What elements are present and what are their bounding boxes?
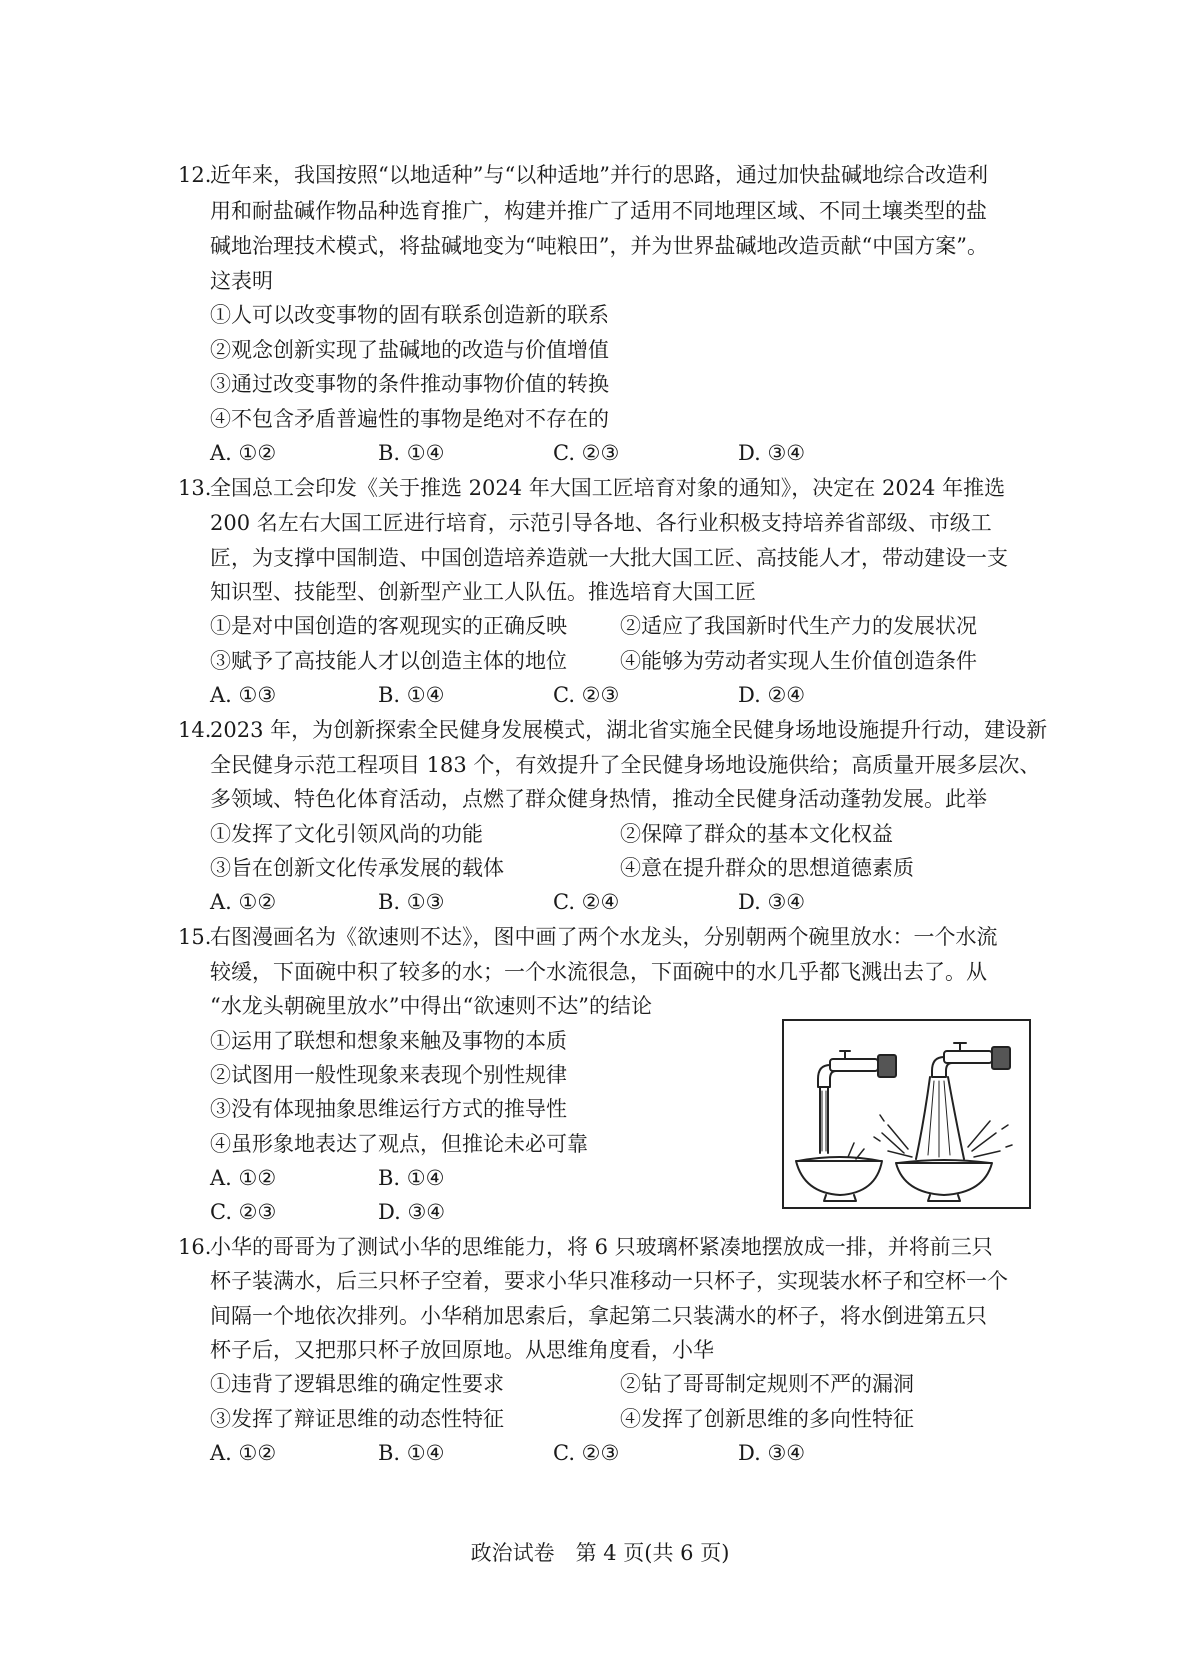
question-stem-line: 右图漫画名为《欲速则不达》，图中画了两个水龙头，分别朝两个碗里放水：一个水流 — [210, 925, 998, 949]
answer-option-b[interactable]: B. ①④ — [378, 441, 445, 465]
statement-item: ③通过改变事物的条件推动事物价值的转换 — [210, 372, 609, 396]
question-stem-line: 全国总工会印发《关于推选 2024 年大国工匠培育对象的通知》，决定在 2024 年推选 — [210, 476, 1006, 500]
statement-item: ②试图用一般性现象来表现个别性规律 — [210, 1063, 567, 1087]
answer-option-d[interactable]: D. ③④ — [738, 441, 806, 465]
cartoon-faucets-illustration — [782, 1019, 1031, 1209]
answer-option-c[interactable]: C. ②④ — [553, 890, 620, 914]
question-number: 12. — [178, 163, 212, 187]
statement-item: ①是对中国创造的客观现实的正确反映 — [210, 614, 567, 638]
statement-item: ④意在提升群众的思想道德素质 — [620, 856, 914, 880]
answer-option-a[interactable]: A. ①③ — [210, 683, 277, 707]
statement-item: ③发挥了辩证思维的动态性特征 — [210, 1407, 504, 1431]
question-stem-line: 杯子装满水，后三只杯子空着，要求小华只准移动一只杯子，实现装水杯子和空杯一个 — [210, 1269, 1008, 1293]
question-stem-line: 较缓，下面碗中积了较多的水；一个水流很急，下面碗中的水几乎都飞溅出去了。从 — [210, 960, 987, 984]
statement-item: ①人可以改变事物的固有联系创造新的联系 — [210, 303, 609, 327]
question-stem-line: “水龙头朝碗里放水”中得出“欲速则不达”的结论 — [210, 994, 652, 1018]
answer-option-d[interactable]: D. ③④ — [738, 1441, 806, 1465]
faucet-cartoon-drawing — [784, 1021, 1029, 1207]
answer-option-a[interactable]: A. ①② — [210, 1166, 277, 1190]
statement-item: ④虽形象地表达了观点，但推论未必可靠 — [210, 1132, 588, 1156]
answer-option-a[interactable]: A. ①② — [210, 441, 277, 465]
statement-item: ③没有体现抽象思维运行方式的推导性 — [210, 1097, 567, 1121]
question-stem-line: 2023 年，为创新探索全民健身发展模式，湖北省实施全民健身场地设施提升行动，建设新 — [210, 718, 1048, 742]
answer-option-c[interactable]: C. ②③ — [553, 441, 620, 465]
question-number: 16. — [178, 1235, 212, 1259]
answer-option-a[interactable]: A. ①② — [210, 1441, 277, 1465]
question-number: 14. — [178, 718, 212, 742]
question-stem-line: 碱地治理技术模式，将盐碱地变为“吨粮田”，并为世界盐碱地改造贡献“中国方案”。 — [210, 234, 988, 258]
answer-option-a[interactable]: A. ①② — [210, 890, 277, 914]
answer-option-c[interactable]: C. ②③ — [553, 1441, 620, 1465]
answer-option-c[interactable]: C. ②③ — [210, 1200, 277, 1224]
question-stem-line: 全民健身示范工程项目 183 个，有效提升了全民健身场地设施供给；高质量开展多层次、 — [210, 753, 1041, 777]
answer-option-b[interactable]: B. ①④ — [378, 683, 445, 707]
page-footer: 政治试卷 第 4 页(共 6 页) — [470, 1541, 730, 1565]
question-stem-line: 小华的哥哥为了测试小华的思维能力，将 6 只玻璃杯紧凑地摆放成一排，并将前三只 — [210, 1235, 993, 1259]
statement-item: ③旨在创新文化传承发展的载体 — [210, 856, 504, 880]
statement-item: ①发挥了文化引领风尚的功能 — [210, 822, 483, 846]
question-stem-line: 间隔一个地依次排列。小华稍加思索后，拿起第二只装满水的杯子，将水倒进第五只 — [210, 1304, 987, 1328]
question-stem-line: 杯子后，又把那只杯子放回原地。从思维角度看，小华 — [210, 1338, 714, 1362]
statement-item: ④发挥了创新思维的多向性特征 — [620, 1407, 914, 1431]
statement-item: ③赋予了高技能人才以创造主体的地位 — [210, 649, 567, 673]
question-number: 13. — [178, 476, 212, 500]
question-stem-line: 知识型、技能型、创新型产业工人队伍。推选培育大国工匠 — [210, 580, 756, 604]
question-stem-line: 多领域、特色化体育活动，点燃了群众健身热情，推动全民健身活动蓬勃发展。此举 — [210, 787, 987, 811]
statement-item: ①违背了逻辑思维的确定性要求 — [210, 1372, 504, 1396]
statement-item: ②适应了我国新时代生产力的发展状况 — [620, 614, 977, 638]
question-stem-line: 用和耐盐碱作物品种选育推广，构建并推广了适用不同地理区域、不同土壤类型的盐 — [210, 199, 987, 223]
statement-item: ④不包含矛盾普遍性的事物是绝对不存在的 — [210, 407, 609, 431]
answer-option-b[interactable]: B. ①④ — [378, 1166, 445, 1190]
question-stem-line: 近年来，我国按照“以地适种”与“以种适地”并行的思路，通过加快盐碱地综合改造利 — [210, 163, 988, 187]
statement-item: ②钻了哥哥制定规则不严的漏洞 — [620, 1372, 914, 1396]
answer-option-c[interactable]: C. ②③ — [553, 683, 620, 707]
statement-item: ②保障了群众的基本文化权益 — [620, 822, 893, 846]
answer-option-d[interactable]: D. ③④ — [378, 1200, 446, 1224]
answer-option-d[interactable]: D. ②④ — [738, 683, 806, 707]
answer-option-b[interactable]: B. ①③ — [378, 890, 445, 914]
statement-item: ②观念创新实现了盐碱地的改造与价值增值 — [210, 338, 609, 362]
question-stem-line: 200 名左右大国工匠进行培育，示范引导各地、各行业积极支持培养省部级、市级工 — [210, 511, 992, 535]
question-stem-line: 这表明 — [210, 269, 273, 293]
answer-option-b[interactable]: B. ①④ — [378, 1441, 445, 1465]
question-number: 15. — [178, 925, 212, 949]
statement-item: ④能够为劳动者实现人生价值创造条件 — [620, 649, 977, 673]
answer-option-d[interactable]: D. ③④ — [738, 890, 806, 914]
statement-item: ①运用了联想和想象来触及事物的本质 — [210, 1029, 567, 1053]
question-stem-line: 匠，为支撑中国制造、中国创造培养造就一大批大国工匠、高技能人才，带动建设一支 — [210, 546, 1008, 570]
